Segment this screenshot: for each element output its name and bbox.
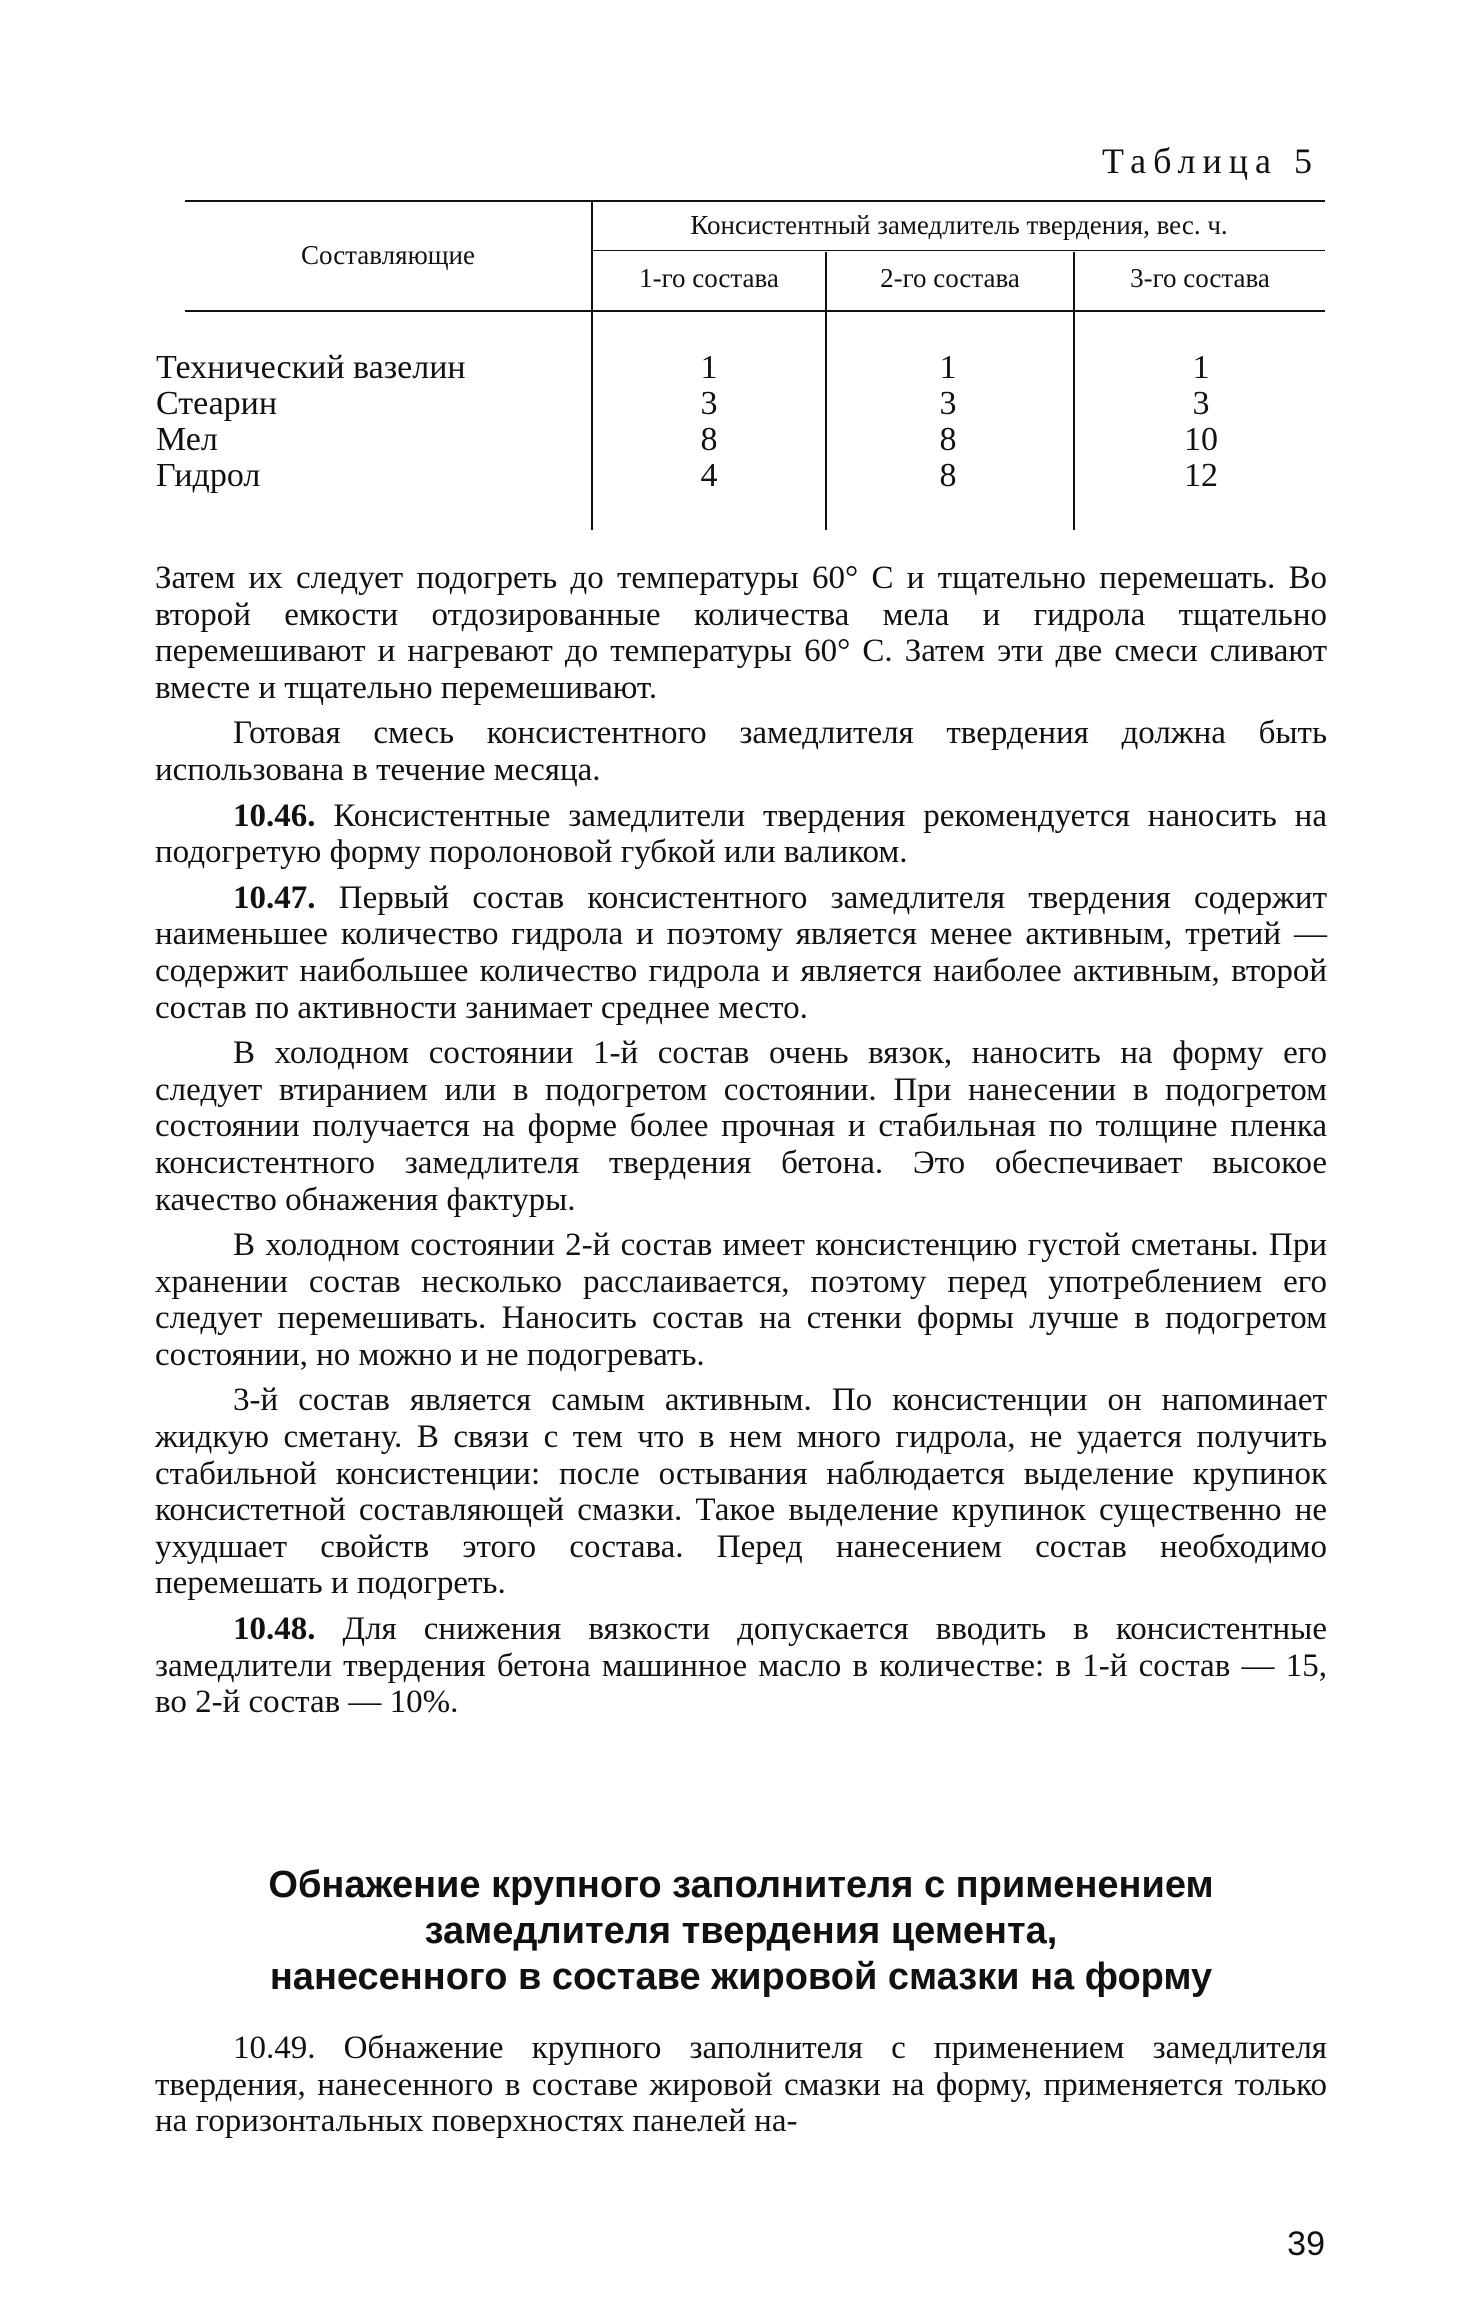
row-name: Гидрол [156,457,261,494]
clause-number: 10.47. [233,879,316,916]
cell: 12 [1184,457,1218,494]
cell: 1 [939,349,957,386]
heading-line: замедлителя твердения цемента, [424,1910,1058,1952]
closing-text [155,2030,1327,2140]
header-group: Консистентный замедлитель твердения, вес. ч. [690,210,1228,240]
cell: 8 [939,457,957,494]
paragraph: В холодном состоянии 2-й состав имеет консистенцию густой сметаны. При хранении состав несколько расслаивается, поэтому перед употреблением его следует перемешивать. Наносить состав на стенки формы лучше в подогретом состоянии, но можно и не подогревать. [155,1227,1327,1373]
header-components: Составляющие [301,240,475,270]
clause-text: Первый состав консистентного замедлителя твердения содержит наименьшее количество гидрола и поэтому является менее активным, третий — содержит наибольшее количество гидрола и является наиболее активным, второй состав по активности занимает среднее место. [155,879,1327,1026]
paragraph [155,880,1327,1026]
col-2-values [918,350,978,494]
table-divider-1 [591,200,593,530]
page-number: 39 [1287,2225,1325,2263]
clause-number: 10.48. [233,1611,316,1648]
table-caption: Таблица 5 [1102,141,1319,181]
body-text [155,560,1327,1730]
row-name: Стеарин [156,385,278,422]
cell: 4 [700,457,718,494]
cell: 1 [700,349,718,386]
paragraph [155,1611,1327,1721]
header-col-3: 3-го состава [1130,263,1270,293]
cell: 3 [1192,385,1210,422]
paragraph: 10.49. Обнажение крупного заполнителя с применением замедлителя твердения, нанесенного в составе жировой смазки на форму, применяется только на горизонтальных поверхностях панелей на- [155,2030,1327,2140]
header-col-2: 2-го состава [880,263,1020,293]
clause-text: Консистентные замедлители твердения рекомендуется наносить на подогретую форму поролоновой губкой или валиком. [155,797,1327,871]
clause-number: 10.46. [233,797,316,834]
header-col-1: 1-го состава [639,263,779,293]
col-3-values [1171,350,1231,494]
cell: 8 [700,421,718,458]
paragraph: Готовая смесь консистентного замедлителя твердения должна быть использована в течение месяца. [155,715,1327,788]
cell: 3 [700,385,718,422]
cell: 3 [939,385,957,422]
paragraph: 3-й состав является самым активным. По консистенции он напоминает жидкую сметану. В связи с тем что в нем много гидрола, не удается получить стабильной консистенции: после остывания наблюдается выделение крупинок консистетной составляющей смазки. Такое выделение крупинок существенно не ухудшает свойств этого состава. Перед нанесением состав необходимо перемешать и подогреть. [155,1382,1327,1602]
cell: 1 [1192,349,1210,386]
heading-line: Обнажение крупного заполнителя с применением [268,1864,1214,1906]
cell: 8 [939,421,957,458]
table-header-rule [185,310,1325,312]
row-name: Мел [156,421,218,458]
table-top-rule [185,200,1325,202]
cell: 10 [1184,421,1218,458]
paragraph: В холодном состоянии 1-й состав очень вязок, наносить на форму его следует втиранием или в подогретом состоянии. При нанесении в подогретом состоянии получается на форме более прочная и стабильная по толщине пленка консистентного замедлителя твердения бетона. Это обеспечивает высокое качество обнажения фактуры. [155,1035,1327,1218]
row-name: Технический вазелин [156,349,466,386]
row-names [156,350,466,494]
paragraph: Затем их следует подогреть до температуры 60° С и тщательно перемешать. Во второй емкости отдозированные количества мела и гидрола тщательно перемешивают и нагревают до температуры 60° С. Затем эти две смеси сливают вместе и тщательно перемешивают. [155,560,1327,706]
paragraph [155,798,1327,871]
clause-text: Для снижения вязкости допускается вводить в консистентные замедлители твердения бетона машинное масло в количестве: в 1-й состав — 15, во 2-й состав — 10%. [155,1611,1327,1721]
heading-line: нанесенного в составе жировой смазки на форму [269,1956,1213,1998]
col-1-values [679,350,739,494]
composition-table [156,200,1325,530]
table-group-rule [593,250,1325,251]
section-heading [155,1862,1327,2000]
